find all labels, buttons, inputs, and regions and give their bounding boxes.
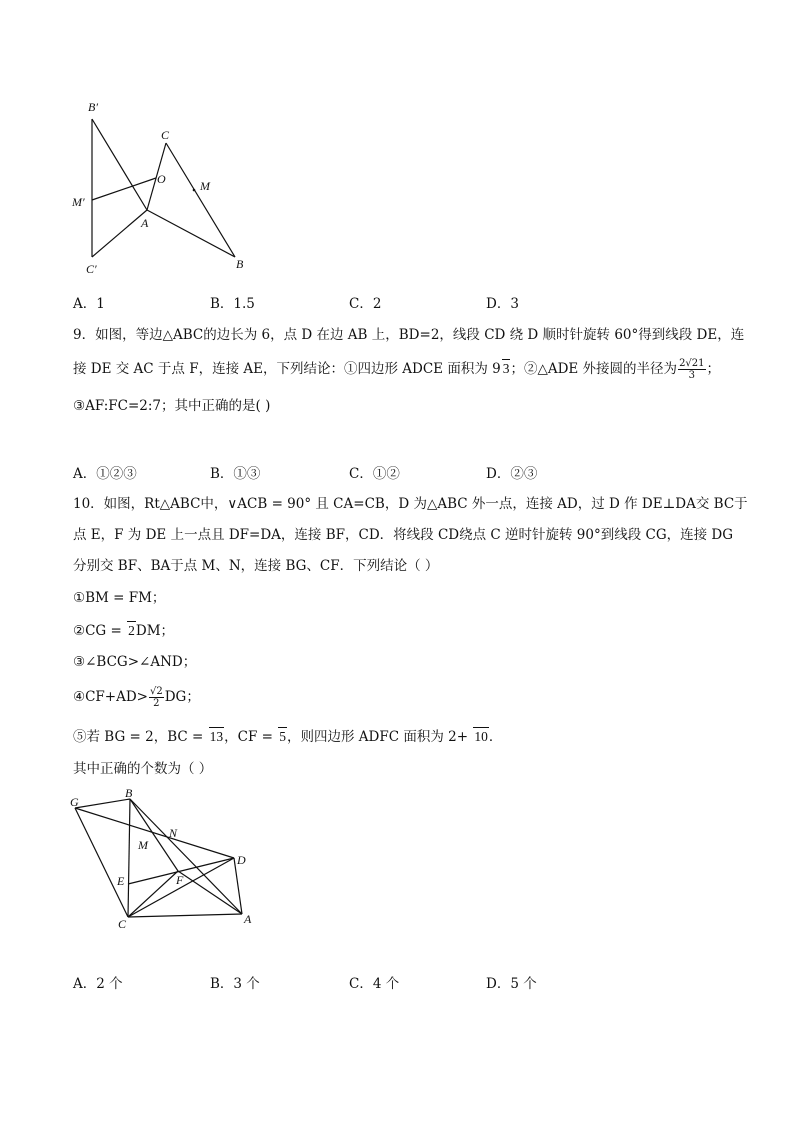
q10-conclusion-1: ①BM = FM； xyxy=(73,590,166,606)
q10-conclusion-4: ④CF+AD> $\frac{√2}{2}$ DG； xyxy=(73,686,200,709)
label-g: G xyxy=(70,795,79,809)
label-c: C xyxy=(118,917,127,931)
q10-conclusion-2: ②CG = 2DM； xyxy=(73,623,175,639)
label-c: C xyxy=(161,128,170,142)
label-d: D xyxy=(237,853,246,867)
label-a: A xyxy=(141,216,149,230)
q10-line-3: 分别交 BF、BA于点 M、N，连接 BG、CF．下列结论（ ） xyxy=(73,558,439,574)
q9-line-3: ③AF:FC=2:7；其中正确的是( ) xyxy=(73,398,271,414)
label-b: B xyxy=(236,257,244,271)
q10-line-2: 点 E，F 为 DE 上一点且 DF=DA，连接 BF，CD．将线段 CD绕点 C 逆时针旋转 90°到线段 CG，连接 DG xyxy=(73,527,734,543)
label-e: E xyxy=(117,874,125,888)
q8-option-a[interactable]: A．1 xyxy=(73,296,105,312)
q8-figure xyxy=(66,96,266,281)
q10-option-b[interactable]: B．3 个 xyxy=(210,976,260,992)
q10-conclusion-3: ③∠BCG>∠AND； xyxy=(73,654,197,670)
q10-conclusion-5: ⑤若 BG = 2，BC = 13，CF = 5，则四边形 ADFC 面积为 2+ 10． xyxy=(73,729,503,745)
label-m: M xyxy=(138,838,148,852)
q10-option-a[interactable]: A．2 个 xyxy=(73,976,123,992)
q10-count-question: 其中正确的个数为（ ） xyxy=(73,761,213,777)
q10-option-d[interactable]: D．5 个 xyxy=(486,976,537,992)
label-f: F xyxy=(176,873,184,887)
q9-option-a[interactable]: A．①②③ xyxy=(73,466,137,482)
q10-figure xyxy=(66,786,266,931)
label-b: B xyxy=(125,786,133,800)
q9-line-2: 接 DE 交 AC 于点 F，连接 AE，下列结论：①四边形 ADCE 面积为 9 3；②△ADE 外接圆的半径为 $\frac{2√21}{3}$ ； xyxy=(73,358,721,381)
q8-option-b[interactable]: B．1.5 xyxy=(210,296,255,312)
label-m: M xyxy=(200,179,210,193)
q9-option-b[interactable]: B．①③ xyxy=(210,466,261,482)
label-m-prime: M′ xyxy=(72,195,85,209)
q8-option-c[interactable]: C．2 xyxy=(349,296,382,312)
q9-line-1: 9．如图，等边△ABC的边长为 6，点 D 在边 AB 上，BD=2，线段 CD 绕 D 顺时针旋转 60°得到线段 DE，连 xyxy=(73,327,745,343)
label-a: A xyxy=(244,912,252,926)
q10-option-c[interactable]: C．4 个 xyxy=(349,976,400,992)
label-o: O xyxy=(157,172,166,186)
q10-line-1: 10．如图，Rt△ABC中，∨ACB = 90° 且 CA=CB，D 为△ABC 外一点，连接 AD，过 D 作 DE⊥DA交 BC于 xyxy=(73,496,748,512)
q8-option-d[interactable]: D．3 xyxy=(486,296,519,312)
sqrt-3: 3 xyxy=(502,361,510,376)
q9-option-c[interactable]: C．①② xyxy=(349,466,400,482)
radius-fraction: $\frac{2√21}{3}$ xyxy=(679,358,705,381)
q9-option-d[interactable]: D．②③ xyxy=(486,466,538,482)
label-n: N xyxy=(169,826,178,840)
label-c-prime: C′ xyxy=(86,262,97,276)
label-b-prime: B′ xyxy=(88,100,98,114)
